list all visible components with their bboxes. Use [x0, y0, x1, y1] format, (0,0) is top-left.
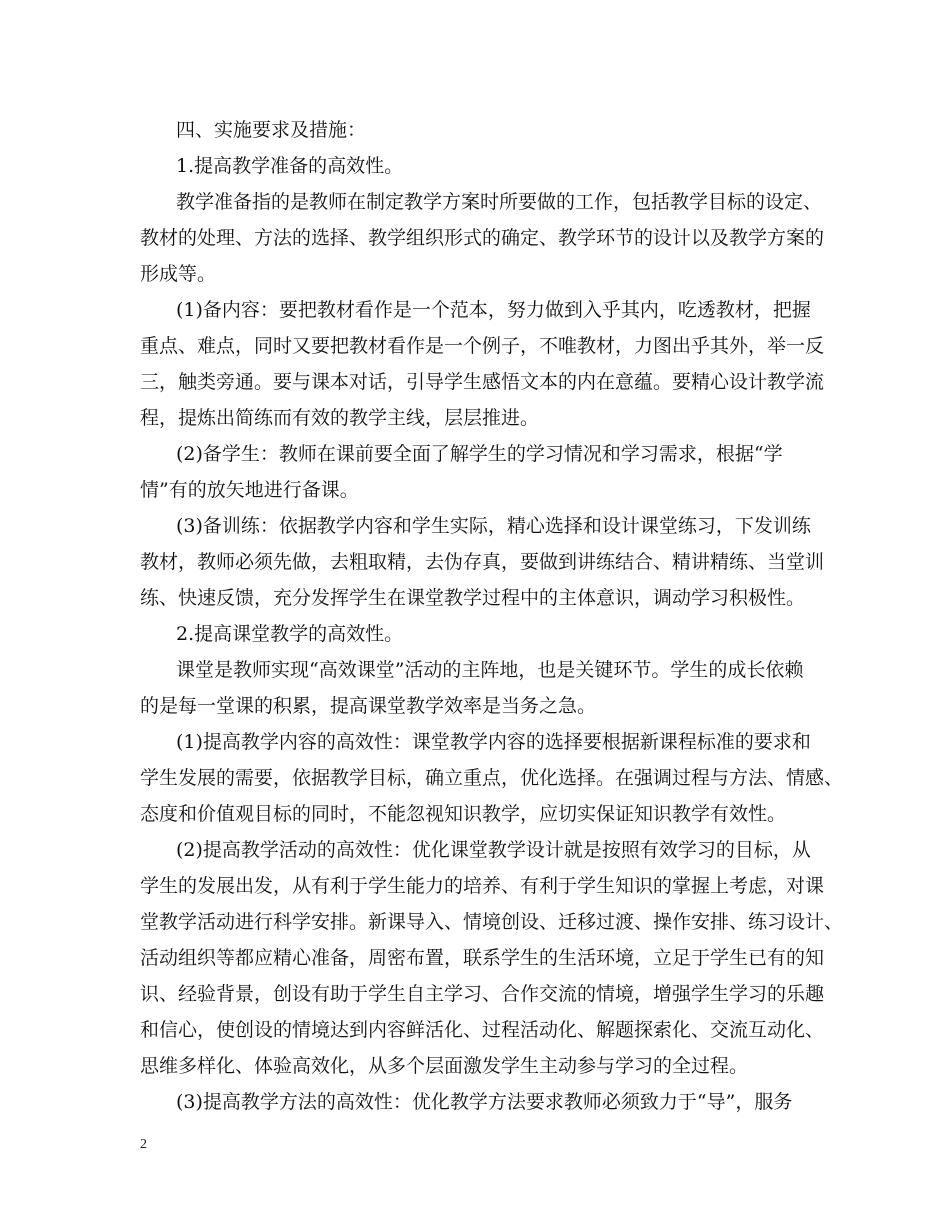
paragraph-line: 思维多样化、体验高效化，从多个层面激发学生主动参与学习的全过程。 — [140, 1055, 749, 1077]
paragraph-line: 活动组织等都应精心准备，周密布置，联系学生的生活环境，立足于学生已有的知 — [140, 947, 825, 969]
paragraph-line: 和信心，使创设的情境达到内容鲜活化、过程活动化、解题探索化、交流互动化、 — [140, 1019, 825, 1041]
paragraph-line: 堂教学活动进行科学安排。新课导入、情境创设、迁移过渡、操作安排、练习设计、 — [140, 911, 844, 933]
paragraph-line: 教材的处理、方法的选择、教学组织形式的确定、教学环节的设计以及教学方案的 — [140, 227, 825, 249]
subsection-heading: 1.提高教学准备的高效性。 — [176, 155, 404, 177]
paragraph-line: 的是每一堂课的积累，提高课堂教学效率是当务之急。 — [140, 695, 597, 717]
subsection-heading: 2.提高课堂教学的高效性。 — [176, 623, 404, 645]
paragraph-line: (1)备内容：要把教材看作是一个范本，努力做到入乎其内，吃透教材，把握 — [176, 299, 811, 321]
paragraph-line: 课堂是教师实现“高效课堂”活动的主阵地，也是关键环节。学生的成长依赖 — [176, 659, 804, 681]
paragraph-line: 教学准备指的是教师在制定教学方案时所要做的工作，包括教学目标的设定、 — [176, 191, 823, 213]
paragraph-line: 学生的发展出发，从有利于学生能力的培养、有利于学生知识的掌握上考虑，对课 — [140, 875, 825, 897]
paragraph-line: (2)提高教学活动的高效性：优化课堂教学设计就是按照有效学习的目标，从 — [176, 839, 811, 861]
paragraph-line: 情”有的放矢地进行备课。 — [140, 479, 359, 501]
document-body — [140, 112, 844, 1120]
paragraph-line: (3)提高教学方法的高效性：优化教学方法要求教师必须致力于“导”，服务 — [176, 1091, 793, 1113]
paragraph-line: 程，提炼出简练而有效的教学主线，层层推进。 — [140, 407, 540, 429]
paragraph-line: 教材，教师必须先做，去粗取精，去伪存真，要做到讲练结合、精讲精练、当堂训 — [140, 551, 825, 573]
paragraph-line: 形成等。 — [140, 263, 217, 285]
paragraph-line: (3)备训练：依据教学内容和学生实际，精心选择和设计课堂练习，下发训练 — [176, 515, 811, 537]
paragraph-line: 学生发展的需要，依据教学目标，确立重点，优化选择。在强调过程与方法、情感、 — [140, 767, 844, 789]
paragraph-line: 重点、难点，同时又要把教材看作是一个例子，不唯教材，力图出乎其外，举一反 — [140, 335, 825, 357]
paragraph-line: 三，触类旁通。要与课本对话，引导学生感悟文本的内在意蕴。要精心设计教学流 — [140, 371, 825, 393]
paragraph-line: 练、快速反馈，充分发挥学生在课堂教学过程中的主体意识，调动学习积极性。 — [140, 587, 806, 609]
section-heading: 四、实施要求及措施： — [176, 119, 367, 141]
paragraph-line: (1)提高教学内容的高效性：课堂教学内容的选择要根据新课程标准的要求和 — [176, 731, 811, 753]
paragraph-line: 识、经验背景，创设有助于学生自主学习、合作交流的情境，增强学生学习的乐趣 — [140, 983, 825, 1005]
paragraph-line: (2)备学生：教师在课前要全面了解学生的学习情况和学习需求，根据“学 — [176, 443, 783, 465]
paragraph-line: 态度和价值观目标的同时，不能忽视知识教学，应切实保证知识教学有效性。 — [140, 803, 787, 825]
page-number: 2 — [140, 1137, 147, 1152]
